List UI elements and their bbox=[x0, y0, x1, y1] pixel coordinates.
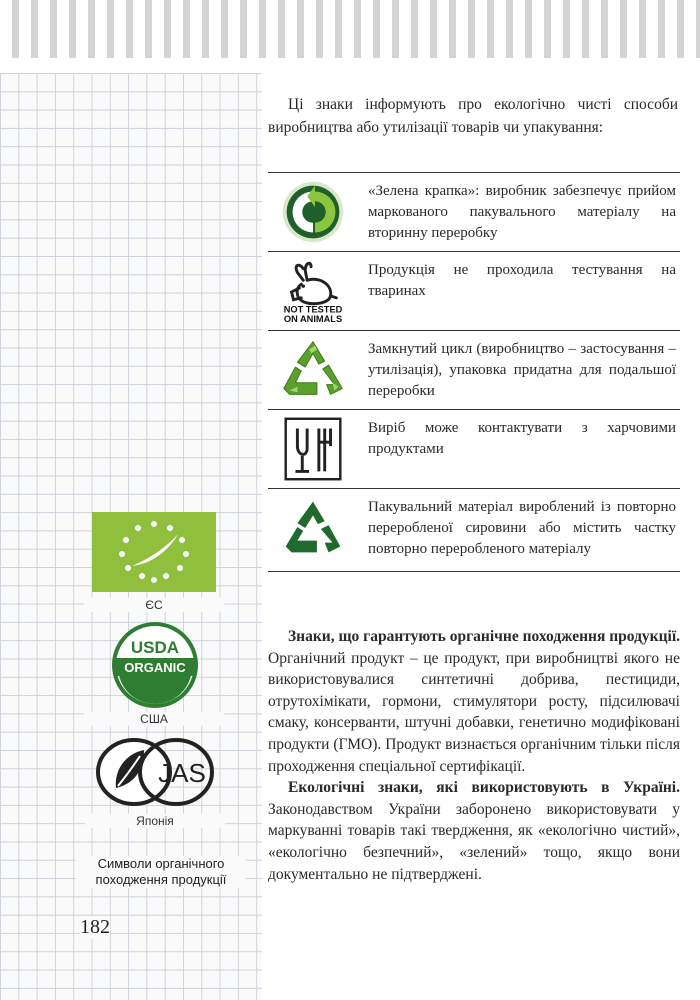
usda-organic-logo bbox=[110, 620, 200, 710]
usda-text: USDA bbox=[130, 638, 180, 657]
organic-text: Органічний продукт – це продукт, при виробництві якого не використовувалися синтетичні добрива, пестициди, отрутохімікати, гормони, стимулятори росту, підсилювачі смаку, консерванти, штучні добавки, генетично модифіковані продукти (ГМО). Продукт визнається органічним тільки після проходження спеціальної сертифікації. bbox=[268, 649, 680, 775]
rabbit-not-tested-icon bbox=[274, 258, 352, 324]
side-caption: Символи органічного походження продукції bbox=[76, 856, 246, 888]
sign-row-not-tested bbox=[268, 252, 680, 331]
ukraine-heading: Екологічні знаки, які використовують в Україні. bbox=[288, 779, 680, 797]
green-dot-icon bbox=[274, 179, 352, 245]
sign-row-food-contact bbox=[268, 410, 680, 489]
eu-logo-caption: ЄС bbox=[84, 598, 224, 612]
on-animals-label: ON ANIMALS bbox=[283, 314, 343, 324]
sign-row-recycled-material bbox=[268, 489, 680, 572]
sign-description: Пакувальний матеріал вироблений із повторно переробленої сировини або містить частку повторно переробленого матеріалу bbox=[368, 499, 676, 557]
not-tested-label: NOT TESTED bbox=[283, 304, 343, 315]
jas-organic-logo bbox=[92, 736, 218, 808]
sign-description: «Зелена крапка»: виробник забезпечує прийом маркованого пакувального матеріалу на вторинну переробку bbox=[368, 183, 676, 241]
organic-paragraph bbox=[268, 626, 680, 777]
eu-organic-logo bbox=[92, 512, 216, 592]
decorative-top-stripes bbox=[0, 0, 700, 58]
organic-heading: Знаки, що гарантують органічне походження продукції. bbox=[288, 628, 681, 645]
organic-text: ORGANIC bbox=[124, 660, 186, 675]
intro-paragraph: Ці знаки інформують про екологічно чисті способи виробництва або утилізації товарів чи упакування: bbox=[268, 96, 678, 136]
sign-description: Продукція не проходила тестування на тваринах bbox=[368, 262, 676, 299]
food-contact-icon bbox=[274, 416, 352, 482]
sign-description: Замкнутий цикл (виробництво – застосування – утилізація), упаковка придатна для подальшої переробки bbox=[368, 341, 676, 399]
jas-logo-caption: Японія bbox=[85, 814, 225, 828]
usda-logo-caption: США bbox=[84, 712, 224, 726]
body-text bbox=[268, 626, 680, 885]
recycle-closed-loop-icon bbox=[274, 337, 352, 403]
sign-row-closed-loop bbox=[268, 331, 680, 410]
jas-text: JAS bbox=[158, 758, 206, 788]
eco-signs-table bbox=[268, 172, 680, 572]
ukraine-paragraph bbox=[268, 777, 680, 885]
sign-description: Виріб може контактувати з харчовими продуктами bbox=[368, 420, 676, 457]
sign-row-green-dot bbox=[268, 172, 680, 252]
recycled-material-icon bbox=[274, 495, 352, 561]
ukraine-text: Законодавством України заборонено використовувати у маркуванні товарів такі твердження, як «екологічно чистий», «екологічно безпечний», «зелений» тощо, якщо вони документально не підтверджені. bbox=[268, 800, 680, 883]
page-number: 182 bbox=[80, 916, 110, 938]
